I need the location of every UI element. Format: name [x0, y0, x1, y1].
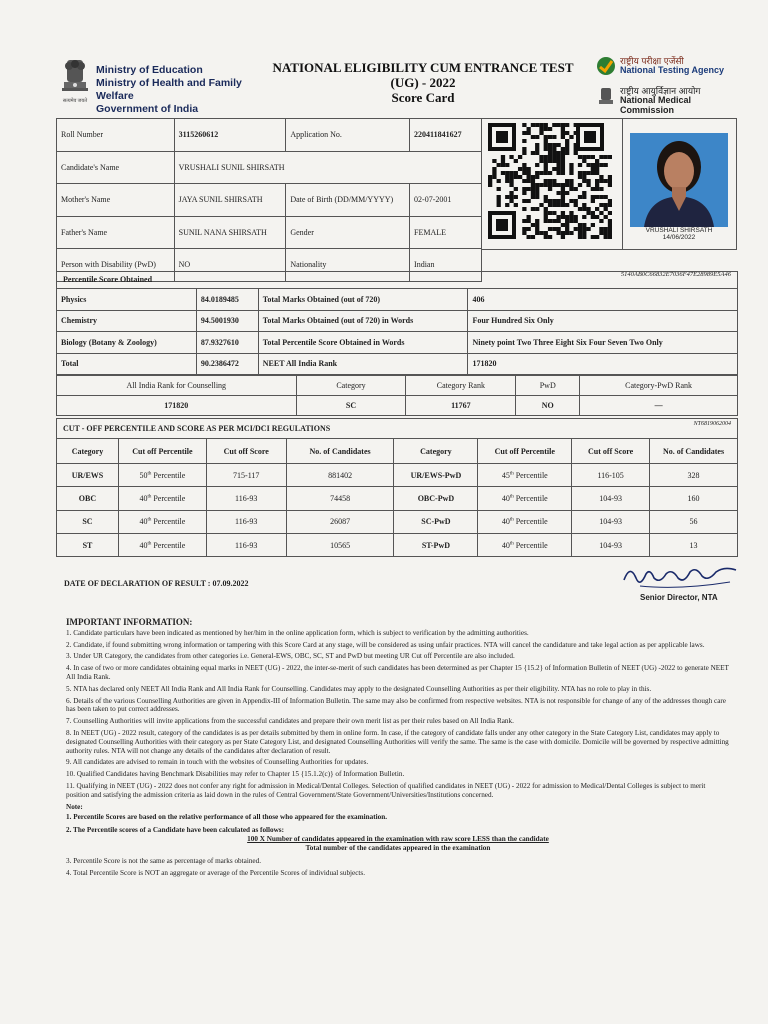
cutoff-score: 715-117 [206, 464, 286, 487]
cutoff-score: 116-93 [206, 487, 286, 510]
application-label: Application No. [286, 119, 410, 152]
cutoff-candidates: 881402 [286, 464, 394, 487]
gender-value: FEMALE [410, 216, 482, 249]
cutoff-heading: CUT - OFF PERCENTILE AND SCORE AS PER MCI/DCI REGULATIONS [63, 424, 331, 433]
marks-words-value: Four Hundred Six Only [468, 310, 738, 332]
pct-num: 50 [139, 470, 148, 480]
application-value: 220411841627 [410, 119, 482, 152]
nta-logo [596, 54, 746, 80]
ministry-block [58, 58, 278, 115]
mother-value: JAYA SUNIL SHIRSATH [174, 184, 286, 217]
score-physics: 84.0189485 [196, 289, 258, 311]
table-row [57, 119, 482, 152]
total-marks-value: 406 [468, 289, 738, 311]
table-row [57, 510, 738, 533]
cutoff-percentile-pwd [478, 464, 572, 487]
pwd-label: Person with Disability (PwD) [57, 249, 175, 282]
cutoff-candidates: 74458 [286, 487, 394, 510]
total-marks-label: Total Marks Obtained (out of 720) [258, 289, 468, 311]
note-item: 1. Percentile Scores are based on the relative performance of all those who appeared for the examination. [66, 813, 387, 822]
dob-value: 02-07-2001 [410, 184, 482, 217]
pct-num: 40 [139, 540, 148, 550]
cutoff-score-pwd: 104-93 [572, 487, 650, 510]
note-item: 4. Total Percentile Score is NOT an aggregate or average of the Percentile Scores of individual subjects. [66, 869, 366, 878]
subject-biology: Biology (Botany & Zoology) [57, 332, 197, 354]
father-label: Father's Name [57, 216, 175, 249]
cutoff-candidates-pwd: 160 [650, 487, 738, 510]
pct-word: Percentile [515, 470, 548, 480]
nta-logo-icon [596, 56, 616, 76]
pwd-value: NO [174, 249, 286, 282]
rank-value-pwd: NO [516, 396, 580, 416]
table-row [57, 464, 738, 487]
info-item: 4. In case of two or more candidates obtaining equal marks in NEET (UG) - 2022, the inter-se-merit of such candidates has been determined as per Chapter 15 {15.2} of Information Bulletin of NEET (UG) -2022 to generate NEET All India Rank. [66, 664, 729, 681]
important-information [66, 618, 730, 882]
note-item: 3. Percentile Score is not the same as percentage of marks obtained. [66, 856, 261, 865]
nmc-emblem-icon [596, 86, 616, 106]
ministry-line-1: Ministry of Education [96, 64, 203, 76]
cutoff-score: 116-93 [206, 533, 286, 556]
pct-word: Percentile [153, 540, 186, 550]
info-item: 7. Counselling Authorities will invite applications from the successful candidates and prepare their own merit list as per their rules based on All India Rank. [66, 717, 514, 726]
cutoff-percentile [118, 533, 206, 556]
table-row [57, 289, 738, 311]
title-line-2: (UG) - 2022 [390, 75, 456, 90]
notes-section [66, 803, 730, 879]
pct-suffix: th [147, 470, 152, 476]
pct-suffix: th [509, 470, 514, 476]
title-line-3: Score Card [391, 90, 455, 105]
father-value: SUNIL NANA SHIRSATH [174, 216, 286, 249]
cutoff-h-category: Category [57, 439, 119, 464]
rank-header-category: Category [296, 376, 406, 396]
cutoff-h-candidates: No. of Candidates [286, 439, 394, 464]
cutoff-h-score: Cut off Score [206, 439, 286, 464]
ministry-line-2: Ministry of Health and Family Welfare [96, 77, 242, 102]
cutoff-percentile [118, 510, 206, 533]
signatory-title: Senior Director, NTA [640, 593, 718, 602]
cutoff-table [56, 438, 738, 557]
cutoff-candidates: 26087 [286, 510, 394, 533]
percentile-heading: Percentile Score Obtained [63, 275, 153, 284]
title-line-1: NATIONAL ELIGIBILITY CUM ENTRANCE TEST [272, 60, 574, 75]
info-item: 5. NTA has declared only NEET All India Rank and All India Rank for Counselling. Candidates may apply to the designated Counselling Authorities as per their eligibility. NTA has no role to play in this. [66, 684, 652, 693]
table-row [57, 533, 738, 556]
rank-value-category-rank: 11767 [406, 396, 516, 416]
qr-code-icon [488, 123, 612, 241]
pct-num: 40 [501, 540, 510, 550]
candidate-details-table [56, 118, 482, 282]
cutoff-h-percentile: Cut off Percentile [118, 439, 206, 464]
rank-header-pwd: PwD [516, 376, 580, 396]
cutoff-category: OBC [57, 487, 119, 510]
table-row [57, 151, 482, 184]
nta-english: National Testing Agency [620, 65, 725, 75]
marks-words-label: Total Marks Obtained (out of 720) in Words [258, 310, 468, 332]
pct-suffix: th [509, 540, 514, 546]
table-row [57, 332, 738, 354]
info-item: 1. Candidate particulars have been indicated as mentioned by her/him in the online application form, which is subject to verification by the admitting authorities. [66, 628, 529, 637]
cutoff-heading-bar [56, 418, 738, 439]
cutoff-header-row [57, 439, 738, 464]
nmc-logo [596, 84, 746, 115]
table-row [57, 396, 738, 416]
emblem-caption: सत्यमेव जयते [62, 99, 88, 104]
cutoff-candidates-pwd: 328 [650, 464, 738, 487]
rank-header-category-pwd-rank: Category-PwD Rank [580, 376, 738, 396]
rank-value-category: SC [296, 396, 406, 416]
pct-suffix: th [147, 517, 152, 523]
pct-num: 40 [139, 493, 148, 503]
cutoff-category-pwd: UR/EWS-PwD [394, 464, 478, 487]
declaration-date: DATE OF DECLARATION OF RESULT : 07.09.2022 [64, 579, 249, 588]
cutoff-candidates: 10565 [286, 533, 394, 556]
air-label: NEET All India Rank [258, 353, 468, 375]
photo-caption-name: VRUSHALI SHIRSATH [645, 227, 713, 234]
candidate-photo [630, 133, 728, 227]
score-chemistry: 94.5001930 [196, 310, 258, 332]
cutoff-category: SC [57, 510, 119, 533]
cutoff-h-category-pwd: Category [394, 439, 478, 464]
name-value: VRUSHALI SUNIL SHIRSATH [174, 151, 481, 184]
table-row [57, 487, 738, 510]
cutoff-candidates-pwd: 56 [650, 510, 738, 533]
nationality-label: Nationality [286, 249, 410, 282]
cutoff-category-pwd: SC-PwD [394, 510, 478, 533]
cutoff-score-pwd: 104-93 [572, 510, 650, 533]
cutoff-category-pwd: OBC-PwD [394, 487, 478, 510]
cutoff-score: 116-93 [206, 510, 286, 533]
photo-caption [626, 227, 732, 241]
percentile-words-label: Total Percentile Score Obtained in Words [258, 332, 468, 354]
cutoff-code: NT6819062004 [693, 421, 731, 427]
cutoff-h-score-pwd: Cut off Score [572, 439, 650, 464]
formula-numerator: 100 X Number of candidates appeared in the examination with raw score LESS than the candidate [247, 834, 549, 843]
nmc-english: National Medical Commission [620, 95, 692, 115]
table-row [57, 376, 738, 396]
roll-value: 3115260612 [174, 119, 286, 152]
subject-chemistry: Chemistry [57, 310, 197, 332]
score-total: 90.2386472 [196, 353, 258, 375]
dob-label: Date of Birth (DD/MM/YYYY) [286, 184, 410, 217]
ministry-names [96, 64, 278, 116]
table-row [57, 184, 482, 217]
pct-word: Percentile [515, 517, 548, 527]
cutoff-category-pwd: ST-PwD [394, 533, 478, 556]
rank-header-category-rank: Category Rank [406, 376, 516, 396]
mother-label: Mother's Name [57, 184, 175, 217]
ministry-line-3: Government of India [96, 103, 199, 115]
pct-suffix: th [147, 540, 152, 546]
table-row [57, 310, 738, 332]
nmc-hindi: राष्ट्रीय आयुर्विज्ञान आयोग [620, 86, 701, 96]
cutoff-percentile-pwd [478, 510, 572, 533]
table-row [57, 353, 738, 375]
cutoff-h-percentile-pwd: Cut off Percentile [478, 439, 572, 464]
nationality-value: Indian [410, 249, 482, 282]
cutoff-h-candidates-pwd: No. of Candidates [650, 439, 738, 464]
info-item: 10. Qualified Candidates having Benchmark Disabilities may refer to Chapter 15 {15.1.2(c)} of Information Bulletin. [66, 770, 405, 779]
rank-table [56, 375, 738, 416]
subject-physics: Physics [57, 289, 197, 311]
cutoff-score-pwd: 116-105 [572, 464, 650, 487]
percentile-table [56, 288, 738, 375]
cutoff-category: UR/EWS [57, 464, 119, 487]
photo-box [622, 118, 737, 250]
pct-word: Percentile [515, 493, 548, 503]
info-item: 2. Candidate, if found submitting wrong information or tampering with this Score Card at any stage, will be considered as using unfair practices. NTA will cancel the candidature and take legal action as per applicable laws. [66, 640, 705, 649]
gender-label: Gender [286, 216, 410, 249]
table-row [57, 216, 482, 249]
info-item: 11. Qualifying in NEET (UG) - 2022 does not confer any right for admission in Medical/Dental Colleges. Selection of qualified candidates in NEET (UG) - 2022 for admission to Medical/Dental Colleges is subject to merit position and satisfying the admission criteria as laid down in the rules of Central Government/State Government/Universities/Institutions concerned. [66, 781, 706, 799]
info-title: IMPORTANT INFORMATION: [66, 617, 193, 627]
info-item: 6. Details of the various Counselling Authorities are given in Appendix-III of Information Bulletin. The same may also be confirmed from respective websites. NTA is not responsible for change of any of the addresses though care has been taken to put correct addresses. [66, 696, 726, 714]
score-hash: 5140AB0C66832E7036F47E28989E5A46 [620, 271, 731, 278]
percentile-heading-bar [56, 271, 738, 288]
roll-label: Roll Number [57, 119, 175, 152]
cutoff-category: ST [57, 533, 119, 556]
percentile-words-value: Ninety point Two Three Eight Six Four Seven Two Only [468, 332, 738, 354]
air-value: 171820 [468, 353, 738, 375]
pct-num: 40 [501, 493, 510, 503]
info-item: 3. Under UR Category, the candidates from other categories i.e. General-EWS, OBC, SC, ST and PwD but meeting UR Cut off Percentile are also included. [66, 652, 515, 661]
signature-icon [620, 560, 740, 592]
formula-denominator: Total number of the candidates appeared in the examination [305, 843, 491, 852]
pct-num: 45 [501, 470, 510, 480]
rank-value-category-pwd-rank: — [580, 396, 738, 416]
pct-word: Percentile [515, 540, 548, 550]
pct-suffix: th [147, 494, 152, 500]
cutoff-percentile-pwd [478, 533, 572, 556]
subject-total: Total [57, 353, 197, 375]
pct-word: Percentile [153, 517, 186, 527]
score-biology: 87.9327610 [196, 332, 258, 354]
rank-value-air: 171820 [57, 396, 297, 416]
cutoff-percentile [118, 464, 206, 487]
candidate-portrait-icon [630, 133, 728, 227]
note-title: Note: [66, 802, 83, 811]
nta-hindi: राष्ट्रीय परीक्षा एजेंसी [620, 56, 684, 66]
cutoff-percentile-pwd [478, 487, 572, 510]
pct-num: 40 [501, 517, 510, 527]
pct-word: Percentile [153, 470, 186, 480]
qr-code [482, 118, 623, 250]
name-label: Candidate's Name [57, 151, 175, 184]
pct-word: Percentile [153, 493, 186, 503]
cutoff-score-pwd: 104-93 [572, 533, 650, 556]
note-item: 2. The Percentile scores of a Candidate have been calculated as follows: [66, 826, 285, 835]
cutoff-candidates-pwd: 13 [650, 533, 738, 556]
info-item: 8. In NEET (UG) - 2022 result, category of the candidates is as per details submitted by them in online form. In case, if the category of candidate falls under any other category in the State Category List, candidates may apply to designated Counselling Authorities with their category as per State Category List, and designated Counselling Authorities will verify the same. The same is the case with domicile. Domicile will be governed by respective admitting authority rules. NTA will not change any details of the candidates after declaration of result. [66, 728, 729, 755]
photo-caption-date: 14/06/2022 [662, 234, 696, 241]
document-title [262, 60, 584, 105]
cutoff-percentile [118, 487, 206, 510]
rank-header-air: All India Rank for Counselling [57, 376, 297, 396]
info-item: 9. All candidates are advised to remain in touch with the websites of Counselling Authorities for updates. [66, 758, 369, 767]
pct-suffix: th [509, 517, 514, 523]
pct-suffix: th [509, 494, 514, 500]
pct-num: 40 [139, 517, 148, 527]
